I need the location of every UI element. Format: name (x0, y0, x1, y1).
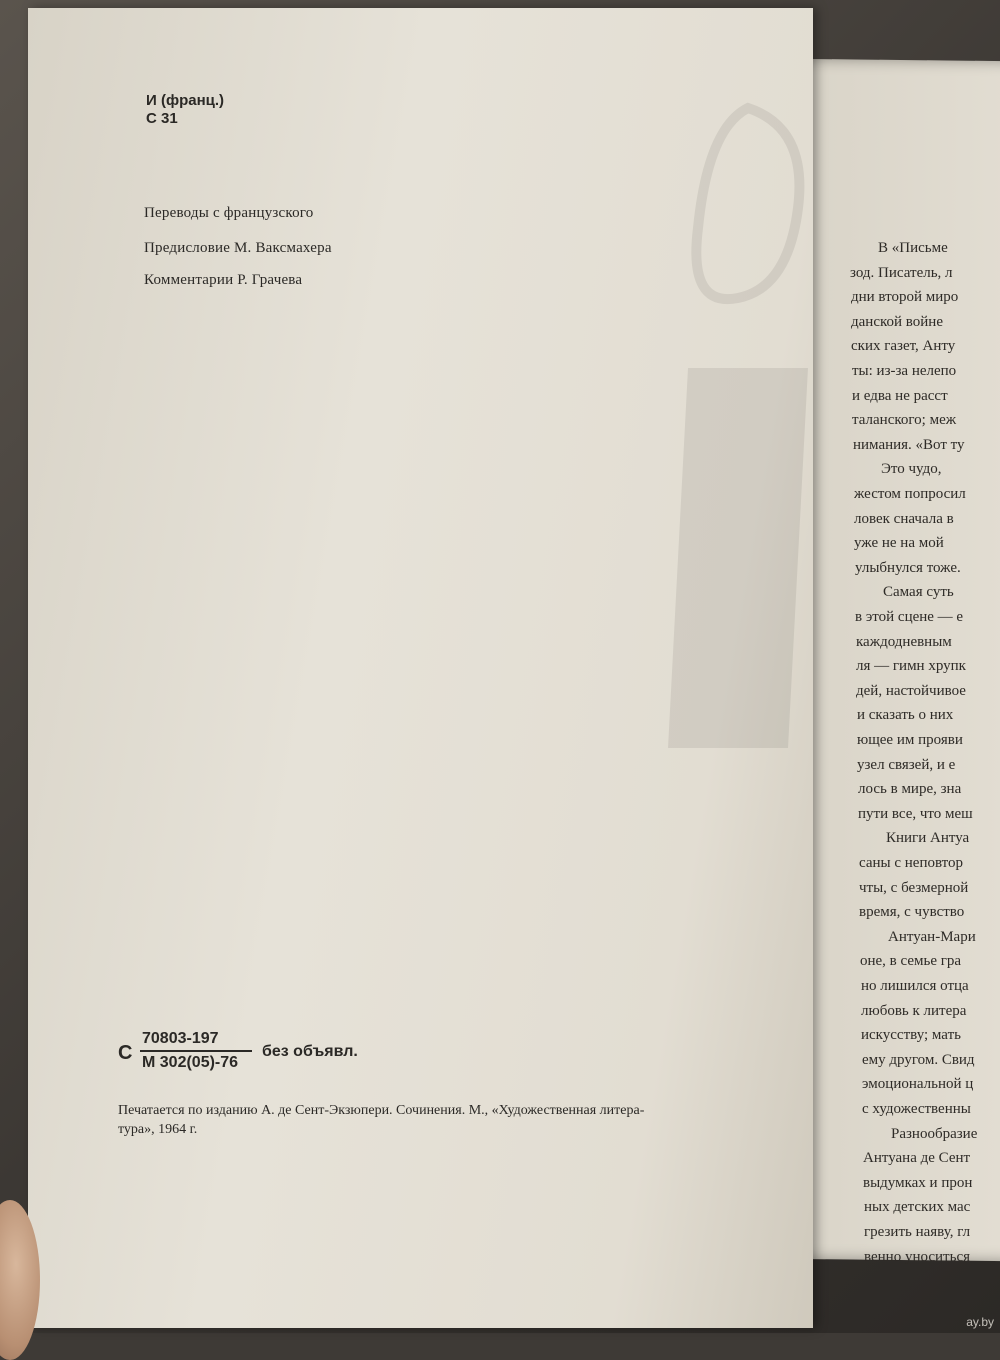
right-page-line: В «Письме (878, 240, 948, 256)
right-page-line: время, с чувство (859, 904, 965, 921)
bbk-numerator: 70803-197 (142, 1030, 219, 1047)
bbk-fraction-line (140, 1050, 252, 1052)
right-page-line: в этой сцене — е (855, 609, 964, 625)
bbk-denominator: М 302(05)-76 (142, 1054, 239, 1071)
bbk-suffix: без объявл. (262, 1043, 358, 1060)
right-page-line: чты, с безмерной (859, 879, 969, 896)
right-page-line: жестом попросил (854, 486, 966, 502)
right-page-line: оне, в семье гра (860, 953, 962, 970)
right-page-line: таланского; меж (852, 412, 957, 429)
right-page-line: Самая суть (883, 584, 954, 601)
edition-note-line-2: тура», 1964 г. (118, 1122, 198, 1137)
right-page-line: и едва не расст (852, 387, 948, 404)
right-page-line: ющее им прояви (857, 732, 963, 748)
right-page-line: грезить наяву, гл (864, 1224, 971, 1240)
credit-preface: Предисловие М. Ваксмахера (144, 240, 332, 256)
right-page-line: ских газет, Анту (851, 338, 956, 355)
right-page-line: улыбнулся тоже. (855, 559, 961, 576)
credit-comments: Комментарии Р. Грачева (144, 272, 303, 288)
right-page-line: ловек сначала в (854, 510, 954, 527)
right-page-line: дей, настойчивое (856, 682, 966, 699)
right-page-line: данской войне (851, 313, 943, 330)
right-page-line: каждодневным (856, 633, 952, 650)
right-page-line: ему другом. Свид (862, 1051, 975, 1068)
right-page-line: ты: из-за нелепо (852, 363, 957, 379)
right-page-line: ных детских мас (864, 1199, 971, 1216)
right-page-line: венно уноситься (864, 1248, 970, 1265)
right-page-line: с художественны (862, 1101, 971, 1117)
bleed-through-illustration (628, 68, 828, 768)
right-page-line: Антуан-Мари (888, 928, 976, 945)
edition-note-line-1: Печатается по изданию А. де Сент-Экзюпери. Сочинения. М., «Художественная литера- (118, 1103, 645, 1118)
classification-index: И (франц.) (146, 92, 225, 109)
right-page-line: выдумках и прон (863, 1174, 973, 1191)
credit-translations: Переводы с французского (144, 205, 314, 221)
right-page-line: но лишился отца (861, 978, 969, 994)
right-page-line: лось в мире, зна (858, 781, 962, 798)
right-page-line: уже не на мой (854, 535, 944, 552)
bbk-prefix: С (118, 1042, 133, 1064)
right-page-line: саны с неповтор (859, 855, 964, 871)
right-page-line: ля — гимн хрупк (856, 658, 966, 675)
right-page-line: Книги Антуа (886, 830, 970, 847)
right-page-line: узел связей, и е (857, 756, 956, 773)
right-page-line: Это чудо, (881, 461, 942, 478)
right-page-line: эмоциональной ц (862, 1076, 974, 1093)
right-page-line: Разнообразие (891, 1125, 978, 1142)
right-page-line: Антуана де Сент (863, 1150, 971, 1167)
right-page-line: нимания. «Вот ту (853, 436, 965, 453)
catalog-code: С 31 (146, 110, 178, 127)
right-page-line: пути все, что меш (858, 805, 973, 822)
right-page-line: любовь к литера (861, 1002, 967, 1019)
watermark: ay.by (966, 1315, 994, 1329)
right-page-line: дни второй миро (851, 289, 959, 306)
right-page-line: и сказать о них (857, 707, 954, 724)
right-page-line: искусству; мать (861, 1027, 961, 1044)
right-page-line: зод. Писатель, л (850, 264, 953, 281)
